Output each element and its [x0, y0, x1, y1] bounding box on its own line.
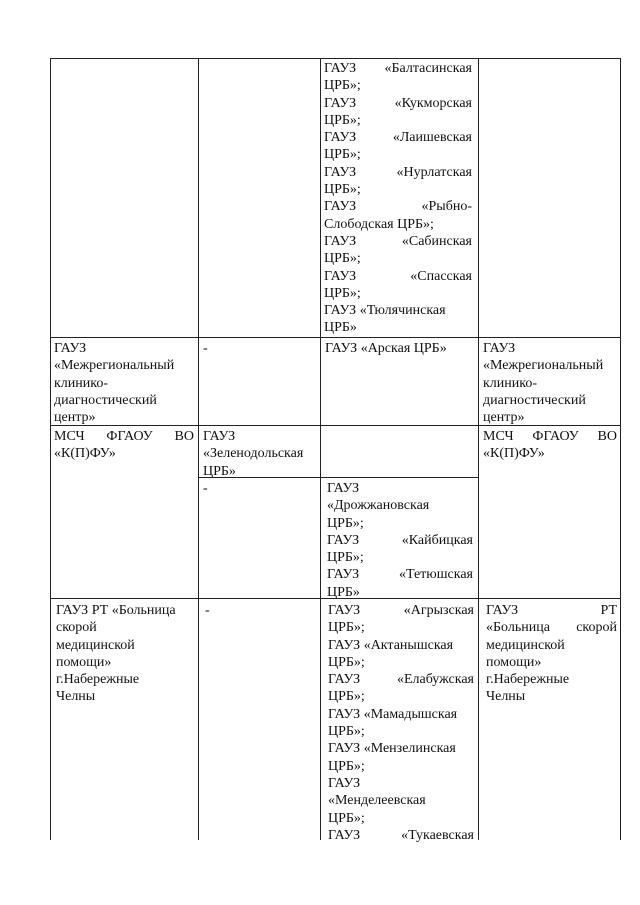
column-divider-1 — [198, 58, 199, 840]
cell-text: Челны — [486, 689, 526, 705]
cell-text: медицинской — [486, 637, 565, 653]
cell-text: ВО — [597, 429, 617, 444]
cell-text: «Кукморская — [394, 95, 472, 111]
cell-r1-c3 — [324, 60, 472, 337]
cell-text: ЦРБ»; — [327, 550, 364, 566]
cell-r2-c2 — [203, 340, 315, 357]
cell-text: «Тетюшская — [398, 567, 473, 583]
cell-text: ЦРБ» — [324, 320, 357, 336]
cell-r2-c1 — [54, 340, 194, 426]
cell-text: ЦРБ»; — [324, 78, 361, 94]
cell-line — [486, 602, 617, 619]
cell-text: ЦРБ» — [203, 463, 236, 479]
cell-line — [324, 164, 472, 181]
cell-text: «Межрегиональный — [54, 358, 175, 374]
table-border-left — [50, 58, 51, 840]
cell-text: «Елабужская — [396, 672, 474, 688]
cell-text: «Менделеевская — [328, 793, 426, 809]
cell-text: Слободская ЦРБ»; — [324, 216, 434, 232]
cell-text: ГАУЗ РТ «Больница — [56, 603, 176, 618]
cell-text: ГАУЗ «Арская ЦРБ» — [325, 341, 447, 356]
cell-line — [203, 480, 315, 497]
column-divider-3 — [478, 58, 479, 840]
cell-line — [483, 375, 617, 392]
cell-text: ФГАОУ — [106, 429, 153, 444]
cell-text: ЦРБ» — [327, 584, 360, 600]
cell-line — [483, 428, 617, 445]
cell-line — [328, 637, 474, 654]
cell-line — [324, 250, 472, 267]
cell-text: «Больница — [486, 620, 550, 636]
cell-line — [56, 602, 194, 619]
cell-line — [327, 480, 473, 497]
cell-text: клинико- — [54, 375, 109, 391]
cell-text: ГАУЗ — [327, 532, 360, 548]
cell-text: - — [203, 341, 208, 356]
cell-r4-c4 — [486, 602, 617, 706]
cell-text: МСЧ — [54, 429, 85, 444]
cell-r3b-c2 — [203, 480, 315, 497]
cell-line — [327, 497, 473, 514]
cell-line — [324, 60, 472, 77]
cell-line — [324, 112, 472, 129]
cell-line — [324, 216, 472, 233]
cell-text: скорой — [56, 620, 97, 636]
column-divider-2 — [320, 58, 321, 840]
cell-text: «Межрегиональный — [483, 358, 604, 374]
cell-line — [486, 637, 617, 654]
cell-text: ГАУЗ — [324, 199, 357, 215]
cell-line — [54, 445, 194, 462]
cell-line — [327, 566, 473, 583]
cell-line — [327, 549, 473, 566]
cell-line — [328, 775, 474, 792]
cell-text: ЦРБ»; — [324, 285, 361, 301]
cell-line — [327, 515, 473, 532]
cell-text: ГАУЗ — [328, 603, 361, 618]
cell-line — [324, 233, 472, 250]
cell-text: ГАУЗ «Мамадышская — [328, 706, 458, 722]
cell-text: ЦРБ»; — [324, 112, 361, 128]
cell-text: г.Набережные — [56, 672, 140, 688]
table-border-right — [620, 58, 621, 840]
cell-text: РТ — [600, 603, 617, 618]
cell-line — [54, 428, 194, 445]
cell-line — [203, 445, 316, 462]
cell-text: ГАУЗ — [324, 95, 357, 111]
cell-text: ГАУЗ — [327, 567, 360, 583]
cell-text: «Агрызская — [403, 603, 474, 618]
cell-text: ГАУЗ — [54, 341, 87, 356]
cell-line — [324, 285, 472, 302]
cell-text: помощи» — [486, 654, 542, 670]
cell-text: ЦРБ»; — [324, 182, 361, 198]
cell-text: ГАУЗ — [324, 268, 357, 284]
cell-line — [54, 357, 194, 374]
cell-line — [328, 671, 474, 688]
cell-line — [486, 671, 617, 688]
cell-text: - — [203, 481, 208, 496]
cell-text: ЦРБ»; — [328, 810, 365, 826]
cell-text: центр» — [483, 410, 525, 426]
cell-line — [324, 146, 472, 163]
cell-text: «Сабинская — [401, 233, 472, 249]
cell-r4-c2 — [205, 602, 315, 619]
cell-line — [324, 198, 472, 215]
cell-line — [483, 409, 617, 426]
cell-text: ГАУЗ — [324, 130, 357, 146]
cell-text: «Лаишевская — [392, 130, 472, 146]
cell-line — [203, 340, 315, 357]
cell-text: ЦРБ»; — [328, 620, 365, 636]
cell-text: помощи» — [56, 654, 112, 670]
cell-text: «Зеленодольская — [203, 446, 304, 462]
cell-text: «Тукаевская — [401, 827, 474, 843]
cell-text: ГАУЗ — [328, 672, 361, 688]
cell-line — [54, 392, 194, 409]
cell-text: ГАУЗ — [203, 429, 236, 444]
cell-text: ГАУЗ — [324, 61, 357, 76]
cell-line — [328, 810, 474, 827]
cell-r2-c4 — [483, 340, 617, 426]
cell-line — [483, 340, 617, 357]
cell-text: ЦРБ»; — [328, 724, 365, 740]
cell-line — [328, 740, 474, 757]
cell-text: «Рыбно- — [421, 199, 472, 215]
cell-text: г.Набережные — [486, 672, 570, 688]
cell-line — [483, 357, 617, 374]
cell-text: ГАУЗ — [486, 603, 519, 618]
cell-line — [483, 445, 617, 462]
cell-line — [56, 637, 194, 654]
cell-text: ГАУЗ — [328, 775, 361, 791]
cell-line — [328, 827, 474, 844]
cell-line — [486, 688, 617, 705]
cell-line — [328, 688, 474, 705]
cell-line — [325, 340, 473, 357]
cell-line — [203, 428, 316, 445]
cell-r3-c4 — [483, 428, 617, 463]
cell-line — [324, 319, 472, 336]
cell-text: «К(П)ФУ» — [54, 446, 116, 462]
cell-text: ГАУЗ «Тюлячинская — [324, 303, 446, 319]
cell-line — [324, 77, 472, 94]
cell-line — [54, 340, 194, 357]
cell-line — [327, 532, 473, 549]
cell-text: диагностический — [54, 392, 157, 408]
cell-line — [324, 181, 472, 198]
cell-text: «Кайбицкая — [401, 532, 473, 548]
cell-line — [56, 688, 194, 705]
cell-line — [54, 375, 194, 392]
cell-r2-c3 — [325, 340, 473, 357]
cell-line — [324, 95, 472, 112]
cell-line — [56, 671, 194, 688]
cell-line — [328, 758, 474, 775]
cell-line — [328, 654, 474, 671]
cell-line — [54, 409, 194, 426]
cell-line — [328, 602, 474, 619]
cell-line — [56, 619, 194, 636]
cell-text: ЦРБ»; — [324, 251, 361, 267]
cell-text: ГАУЗ — [483, 341, 516, 356]
cell-text: ЦРБ»; — [327, 515, 364, 531]
row-divider-1 — [50, 337, 621, 338]
cell-text: ВО — [174, 429, 194, 444]
cell-line — [324, 129, 472, 146]
cell-line — [324, 268, 472, 285]
cell-line — [328, 723, 474, 740]
cell-text: ЦРБ»; — [328, 654, 365, 670]
cell-text: клинико- — [483, 375, 538, 391]
cell-text: «Балтасинская — [384, 61, 472, 76]
cell-line — [486, 654, 617, 671]
cell-line — [327, 584, 473, 601]
cell-r3b-c3 — [327, 480, 473, 601]
cell-text: «Спасская — [410, 268, 472, 284]
cell-text: Челны — [56, 689, 96, 705]
cell-text: центр» — [54, 410, 96, 426]
cell-text: ГАУЗ — [324, 233, 357, 249]
cell-text: ГАУЗ «Актанышская — [328, 637, 454, 653]
cell-text: скорой — [576, 620, 617, 636]
cell-line — [205, 602, 315, 619]
cell-line — [56, 654, 194, 671]
cell-r3a-c2 — [203, 428, 316, 480]
cell-line — [483, 392, 617, 409]
cell-r4-c3 — [328, 602, 474, 844]
cell-line — [203, 463, 316, 480]
cell-text: ЦРБ»; — [324, 147, 361, 163]
cell-text: ГАУЗ — [328, 827, 361, 843]
cell-text: - — [205, 603, 210, 618]
cell-text: ГАУЗ «Мензелинская — [328, 741, 456, 757]
cell-r4-c1 — [56, 602, 194, 706]
cell-text: ЦРБ»; — [328, 758, 365, 774]
cell-text: «Нурлатская — [396, 164, 472, 180]
cell-text: ГАУЗ — [327, 481, 360, 496]
cell-text: МСЧ — [483, 429, 514, 444]
cell-text: ФГАОУ — [532, 429, 579, 444]
cell-line — [328, 706, 474, 723]
cell-line — [328, 619, 474, 636]
cell-text: медицинской — [56, 637, 135, 653]
cell-text: ГАУЗ — [324, 164, 357, 180]
cell-line — [324, 302, 472, 319]
cell-text: диагностический — [483, 392, 586, 408]
cell-text: «К(П)ФУ» — [483, 446, 545, 462]
cell-r3-c1 — [54, 428, 194, 463]
cell-text: «Дрожжановская — [327, 498, 430, 514]
cell-line — [486, 619, 617, 636]
cell-line — [328, 792, 474, 809]
cell-text: ЦРБ»; — [328, 689, 365, 705]
